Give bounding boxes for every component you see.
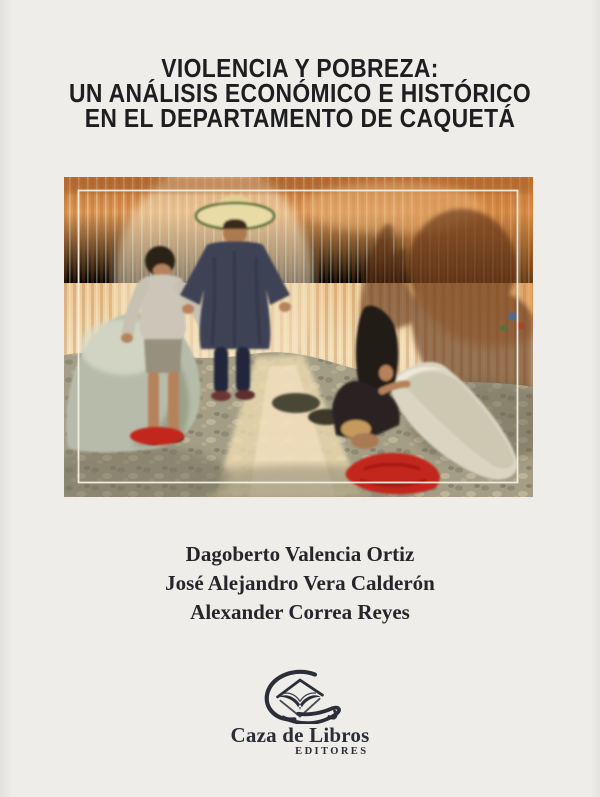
publisher-subtitle: EDITORES <box>295 746 369 757</box>
authors-block <box>0 540 600 627</box>
author-name-3: Alexander Correa Reyes <box>190 600 410 624</box>
author-name-1: Dagoberto Valencia Ortiz <box>185 542 415 566</box>
publisher-name: Caza de Libros <box>230 723 370 747</box>
cover-photo <box>64 177 533 497</box>
publisher-block <box>0 668 600 759</box>
red-bag-small <box>130 427 184 445</box>
open-book-swirl-logo-icon <box>252 668 348 724</box>
publisher-inner <box>231 668 370 758</box>
title-line-2: UN ANÁLISIS ECONÓMICO E HISTÓRICO <box>68 78 532 108</box>
cover-photo-art <box>64 177 533 497</box>
title-block <box>0 53 600 133</box>
title-line-3: EN EL DEPARTAMENTO DE CAQUETÁ <box>84 103 516 133</box>
title-line-1: VIOLENCIA Y POBREZA: <box>161 53 439 83</box>
author-name-2: José Alejandro Vera Calderón <box>165 571 435 595</box>
